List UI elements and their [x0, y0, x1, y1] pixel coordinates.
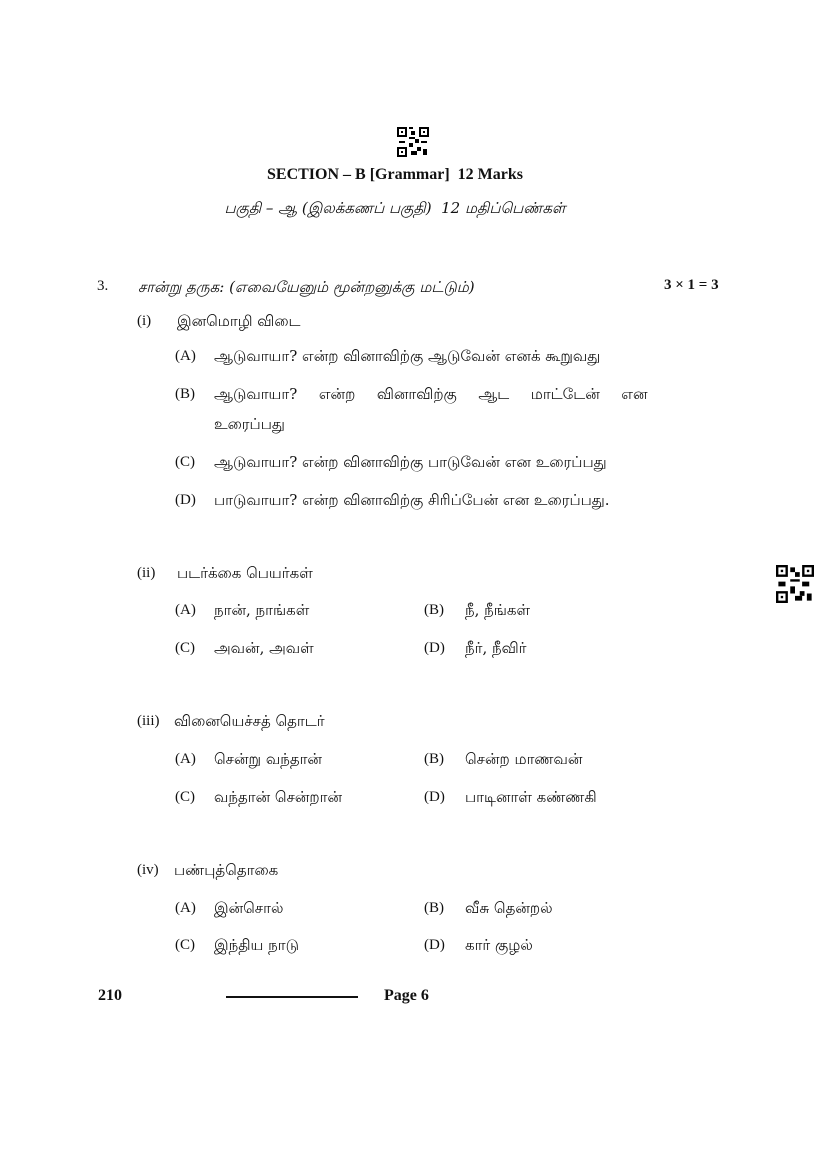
option-text: பாடுவாயா? என்ற வினாவிற்கு சிரிப்பேன் என உரைப்பது.	[214, 491, 610, 509]
page-number: Page 6	[384, 987, 429, 1004]
option-label: (A)	[175, 751, 196, 767]
option-label: (B)	[175, 386, 195, 402]
option-label: (C)	[175, 640, 195, 656]
footer-divider	[226, 996, 358, 998]
option-text-continued: உரைப்பது	[214, 415, 285, 433]
option-text: ஆடுவாயா? என்ற வினாவிற்கு ஆடுவேன் எனக் கூறுவது	[214, 347, 601, 365]
option-label: (B)	[424, 751, 444, 767]
option-label: (A)	[175, 602, 196, 618]
qr-code-icon	[776, 565, 814, 603]
option-text: நீ, நீங்கள்	[465, 601, 531, 619]
option-label: (C)	[175, 454, 195, 470]
question-marks: 3 × 1 = 3	[664, 277, 719, 293]
option-text: சென்ற மாணவன்	[465, 750, 583, 768]
option-text: ஆடுவாயா? என்ற வினாவிற்கு ஆட மாட்டேன் என	[214, 385, 648, 403]
option-label: (D)	[424, 640, 445, 656]
question-instruction: சான்று தருக: (எவையேனும் மூன்றனுக்கு மட்டும்)	[138, 278, 475, 296]
part-title: பண்புத்தொகை	[174, 861, 279, 879]
option-text: வீசு தென்றல்	[465, 899, 553, 917]
part-label: (ii)	[137, 565, 156, 581]
option-text: வந்தான் சென்றான்	[214, 788, 343, 806]
part-title: வினையெச்சத் தொடர்	[174, 712, 325, 730]
option-label: (C)	[175, 937, 195, 953]
part-label: (i)	[137, 313, 152, 329]
option-label: (D)	[175, 492, 196, 508]
qr-code-icon	[397, 127, 429, 157]
option-text: சென்று வந்தான்	[214, 750, 322, 768]
section-subtitle: பகுதி – ஆ (இலக்கணப் பகுதி) 12 மதிப்பெண்கள்	[224, 199, 566, 217]
option-text: நான், நாங்கள்	[214, 601, 310, 619]
part-title: இனமொழி விடை	[177, 312, 301, 330]
option-label: (A)	[175, 900, 196, 916]
option-label: (D)	[424, 789, 445, 805]
part-title: படர்க்கை பெயர்கள்	[177, 564, 313, 582]
option-text: இன்சொல்	[214, 899, 284, 917]
section-title: SECTION – B [Grammar] 12 Marks	[267, 166, 523, 183]
part-label: (iii)	[137, 713, 160, 729]
option-label: (D)	[424, 937, 445, 953]
option-text: ஆடுவாயா? என்ற வினாவிற்கு பாடுவேன் என உரைப்பது	[214, 453, 607, 471]
option-label: (B)	[424, 900, 444, 916]
option-label: (A)	[175, 348, 196, 364]
option-text: கார் குழல்	[465, 936, 533, 954]
option-text: பாடினாள் கண்ணகி	[465, 788, 597, 806]
option-text: இந்திய நாடு	[214, 936, 299, 954]
option-label: (C)	[175, 789, 195, 805]
question-number: 3.	[97, 278, 109, 294]
paper-code: 210	[98, 987, 122, 1004]
part-label: (iv)	[137, 862, 159, 878]
option-label: (B)	[424, 602, 444, 618]
option-text: நீர், நீவிர்	[465, 639, 527, 657]
option-text: அவன், அவள்	[214, 639, 314, 657]
